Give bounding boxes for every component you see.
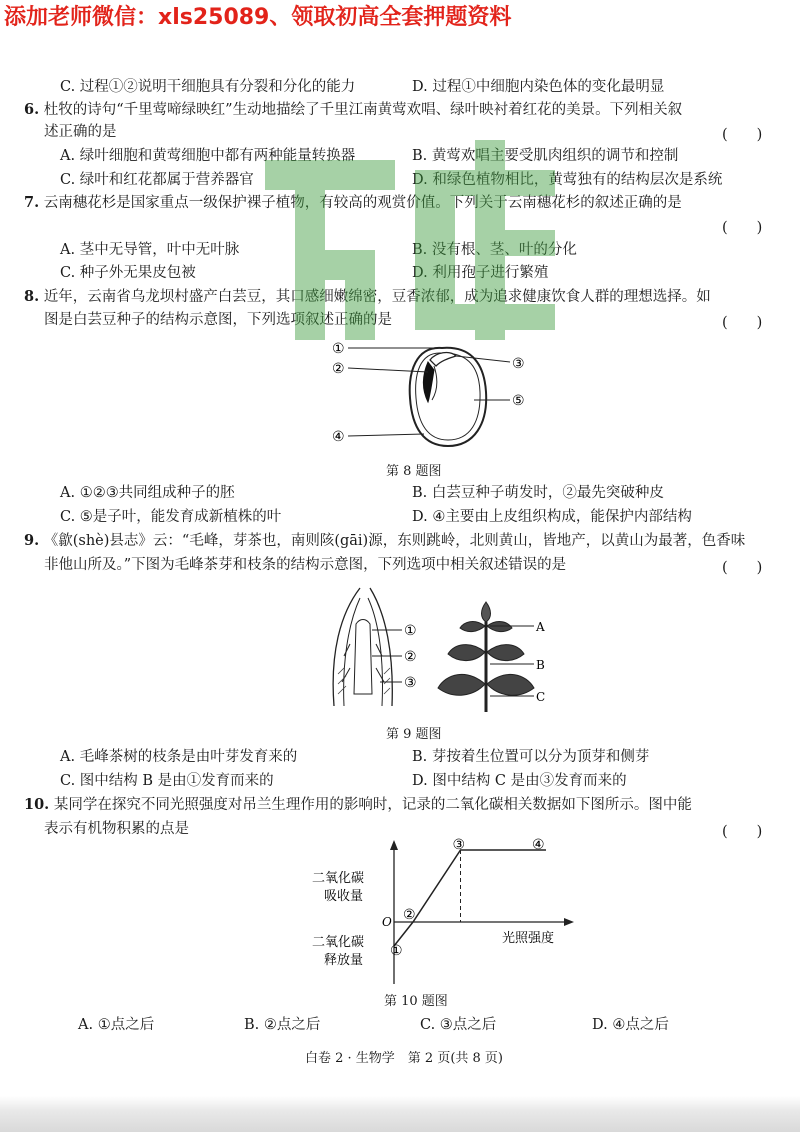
q9-number: 9. (24, 532, 40, 549)
bud-label-3: ③ (404, 675, 417, 691)
q9-option-b: B. 芽按着生位置可以分为顶芽和侧芽 (412, 749, 650, 765)
y-label-bottom-1: 二氧化碳 (312, 935, 365, 950)
q8-stem-line1 (24, 288, 711, 306)
point-label-2: ② (403, 907, 416, 923)
bud-outer-right (370, 588, 392, 706)
q8-caption: 第 8 题图 (386, 464, 442, 479)
q6-option-d: D. 和绿色植物相比，黄莺独有的结构层次是系统 (412, 172, 723, 188)
q10-option-c: C. ③点之后 (420, 1017, 497, 1033)
y-axis-arrow (390, 840, 398, 850)
q6-option-c: C. 绿叶和红花都属于营养器官 (60, 172, 254, 188)
q9-text1: 《歙(shè)县志》云：“毛峰，芽茶也，南则陔(gāi)源，东则跳岭，北则黄山，皆地产，以黄山为最著，色香味 (43, 533, 746, 549)
q8-text1: 近年，云南省乌龙坝村盛产白芸豆，其口感细嫩绵密，豆香浓郁，成为追求健康饮食人群的理想选择。如 (43, 289, 711, 305)
q5-option-c: C. 过程①②说明干细胞具有分裂和分化的能力 (60, 79, 356, 95)
q10-stem-line2: 表示有机物积累的点是 (44, 821, 189, 837)
leaf-mid-left (448, 645, 485, 661)
branch-label-a: A (536, 620, 545, 634)
branch-diagram (430, 596, 550, 716)
q8-number: 8. (24, 288, 40, 305)
seed-label-1: ① (332, 341, 345, 357)
branch-label-b: B (536, 658, 545, 672)
bud-label-2: ② (404, 649, 417, 665)
q8-option-a: A. ①②③共同组成种子的胚 (60, 485, 235, 501)
seed-label-5: ⑤ (512, 393, 525, 409)
bud-label-1: ① (404, 623, 417, 639)
leaf-low-left (438, 674, 485, 695)
q7-option-b: B. 没有根、茎、叶的分化 (412, 242, 577, 258)
q7-text1: 云南穗花杉是国家重点一级保护裸子植物，有较高的观赏价值。下列关于云南穗花杉的叙述正确的是 (43, 195, 682, 211)
q8-stem-line2: 图是白芸豆种子的结构示意图，下列选项叙述正确的是 (44, 312, 392, 328)
q9-option-d: D. 图中结构 C 是由③发育而来的 (412, 773, 627, 789)
y-label-top-2: 吸收量 (324, 889, 364, 904)
q7-number: 7. (24, 194, 40, 211)
q7-answer-paren: ( ) (722, 220, 763, 236)
q10-text1: 某同学在探究不同光照强度对吊兰生理作用的影响时，记录的二氧化碳相关数据如下图所示。图中能 (53, 797, 692, 813)
point-label-3: ③ (452, 838, 466, 853)
q10-caption: 第 10 题图 (384, 994, 448, 1009)
branch-label-c: C (536, 690, 546, 704)
bud-leaf-primordia (342, 644, 384, 682)
q8-option-c: C. ⑤是子叶，能发育成新植株的叶 (60, 509, 282, 525)
q6-answer-paren: ( ) (722, 127, 763, 143)
q6-option-a: A. 绿叶细胞和黄莺细胞中都有两种能量转换器 (60, 148, 356, 164)
q9-stem-line1 (24, 532, 745, 550)
bean-seed-diagram (324, 332, 554, 452)
q7-stem-line1 (24, 194, 682, 212)
seed-label-3: ③ (512, 356, 525, 372)
leaf-low-right (487, 674, 534, 695)
q10-option-d: D. ④点之后 (592, 1017, 669, 1033)
q10-stem-line1 (24, 796, 692, 814)
q8-answer-paren: ( ) (722, 315, 763, 331)
promo-banner: 添加老师微信：xls25089、领取初高全套押题资料 (4, 5, 512, 30)
q7-option-d: D. 利用孢子进行繁殖 (412, 265, 549, 281)
q10-answer-paren: ( ) (722, 824, 763, 840)
q10-option-b: B. ②点之后 (244, 1017, 321, 1033)
y-label-top-1: 二氧化碳 (312, 871, 365, 886)
q7-option-a: A. 茎中无导管，叶中无叶脉 (60, 242, 240, 258)
seed-coat-outline (410, 348, 486, 446)
q6-text1: 杜牧的诗句“千里莺啼绿映红”生动地描绘了千里江南黄莺欢唱、绿叶映衬着红花的美景。下列相关叙 (43, 102, 683, 118)
exam-page (24, 0, 784, 1132)
q6-stem-line2: 述正确的是 (44, 124, 117, 140)
q9-option-a: A. 毛峰茶树的枝条是由叶芽发育来的 (60, 749, 298, 765)
point-label-1: ① (390, 943, 403, 959)
q9-stem-line2: 非他山所及。”下图为毛峰茶芽和枝条的结构示意图，下列选项中相关叙述错误的是 (44, 557, 567, 573)
q5-option-d: D. 过程①中细胞内染色体的变化最明显 (412, 79, 665, 95)
leaf-upper-left (460, 622, 485, 632)
plumule (430, 353, 456, 366)
q10-option-a: A. ①点之后 (78, 1017, 155, 1033)
x-axis-label: 光照强度 (502, 931, 555, 946)
bud-growth-cone (354, 620, 372, 695)
point-label-4: ④ (532, 838, 545, 853)
top-bud (482, 602, 491, 622)
q8-option-d: D. ④主要由上皮组织构成，能保护内部结构 (412, 509, 692, 525)
origin-label: O (382, 915, 392, 929)
co2-light-chart (306, 838, 576, 990)
x-axis-arrow (564, 918, 574, 926)
seed-label-2: ② (332, 361, 345, 377)
q6-stem-line1 (24, 101, 682, 119)
leaf-mid-right (487, 645, 524, 661)
q9-caption: 第 9 题图 (386, 727, 442, 742)
q9-option-c: C. 图中结构 B 是由①发育而来的 (60, 773, 274, 789)
q10-number: 10. (24, 796, 50, 813)
q6-number: 6. (24, 101, 40, 118)
seed-label-4: ④ (332, 429, 345, 445)
scan-edge-shadow (0, 1096, 800, 1132)
leaf-upper-right (487, 622, 512, 632)
bud-diagram (320, 584, 430, 714)
hypocotyl-radicle (424, 362, 435, 402)
q8-option-b: B. 白芸豆种子萌发时，②最先突破种皮 (412, 485, 664, 501)
q6-option-b: B. 黄莺欢唱主要受肌肉组织的调节和控制 (412, 148, 679, 164)
y-label-bottom-2: 释放量 (324, 953, 364, 968)
q7-option-c: C. 种子外无果皮包被 (60, 265, 196, 281)
q9-answer-paren: ( ) (722, 560, 763, 576)
page-footer: 白卷 2 · 生物学 第 2 页(共 8 页) (304, 1051, 503, 1066)
